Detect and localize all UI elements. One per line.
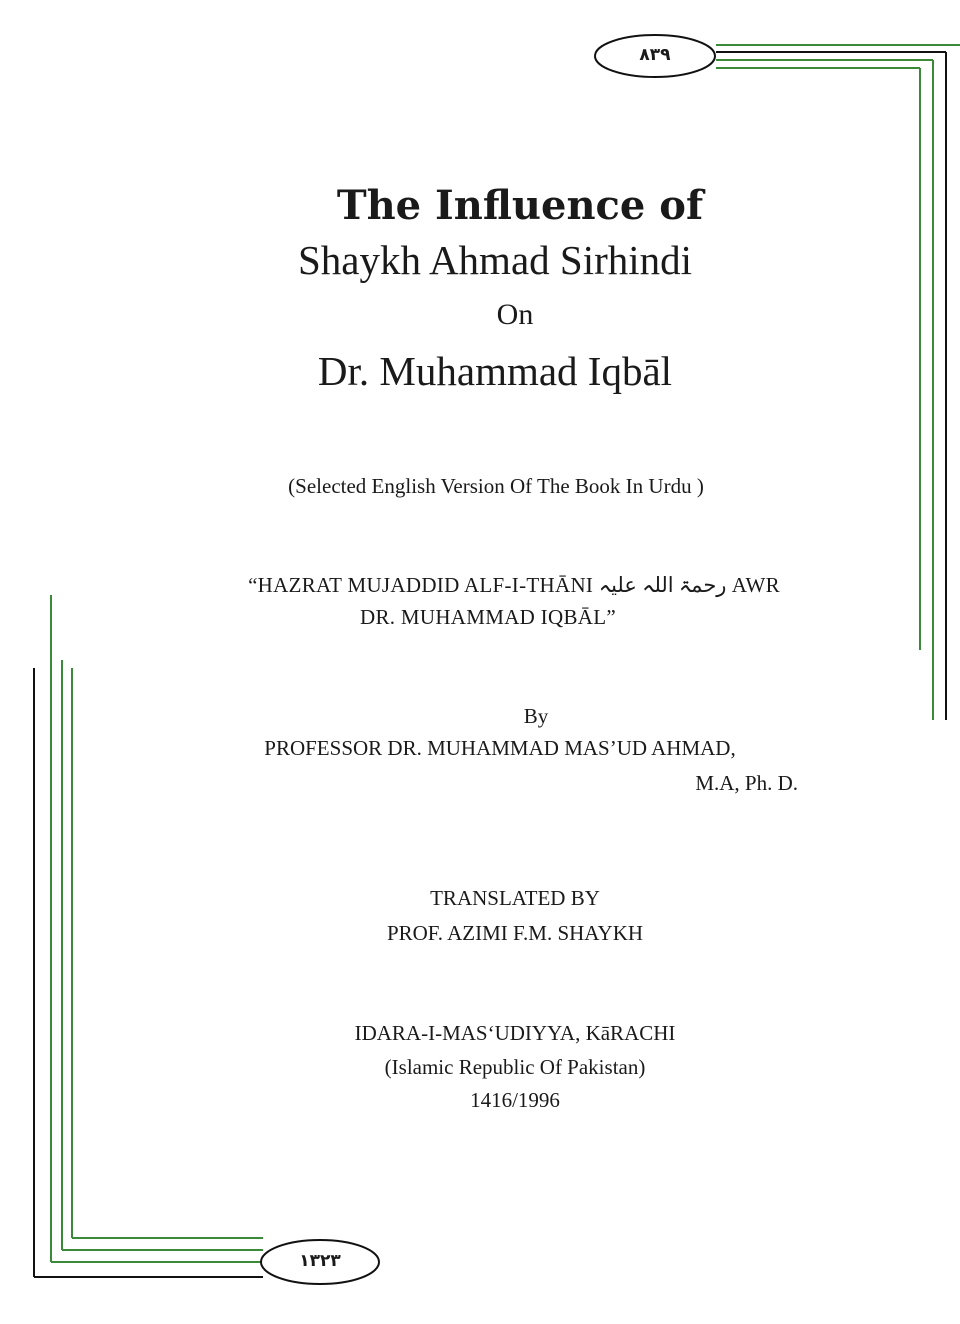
translated-by-label: TRANSLATED BY: [430, 886, 600, 910]
translator-name: PROF. AZIMI F.M. SHAYKH: [386, 921, 644, 945]
author-degrees: M.A, Ph. D.: [695, 771, 798, 795]
title-line-1: The Influence of: [336, 182, 704, 229]
by-label: By: [523, 704, 549, 728]
title-line-2: Shaykh Ahmad Sirhindi: [297, 237, 693, 283]
subtitle: (Selected English Version Of The Book In Urdu ): [288, 474, 704, 498]
urdu-book-title-line-1: “HAZRAT MUJADDID ALF-I-THĀNI رحمۃ اللہ علیہ AWR: [248, 573, 780, 597]
urdu-book-title-line-2: DR. MUHAMMAD IQBĀL”: [360, 605, 616, 629]
title-line-4: Dr. Muhammad Iqbāl: [317, 348, 673, 394]
publisher-name: IDARA-I-MAS‘UDIYYA, KāRACHI: [354, 1021, 676, 1045]
publication-year: 1416/1996: [470, 1088, 560, 1112]
publisher-country: (Islamic Republic Of Pakistan): [384, 1055, 646, 1079]
title-line-3: On: [496, 298, 534, 331]
top-page-number: ٨٣٩: [639, 45, 671, 65]
author-name: PROFESSOR DR. MUHAMMAD MAS’UD AHMAD,: [264, 736, 736, 760]
bottom-page-number: ١٣٢٣: [299, 1251, 341, 1271]
